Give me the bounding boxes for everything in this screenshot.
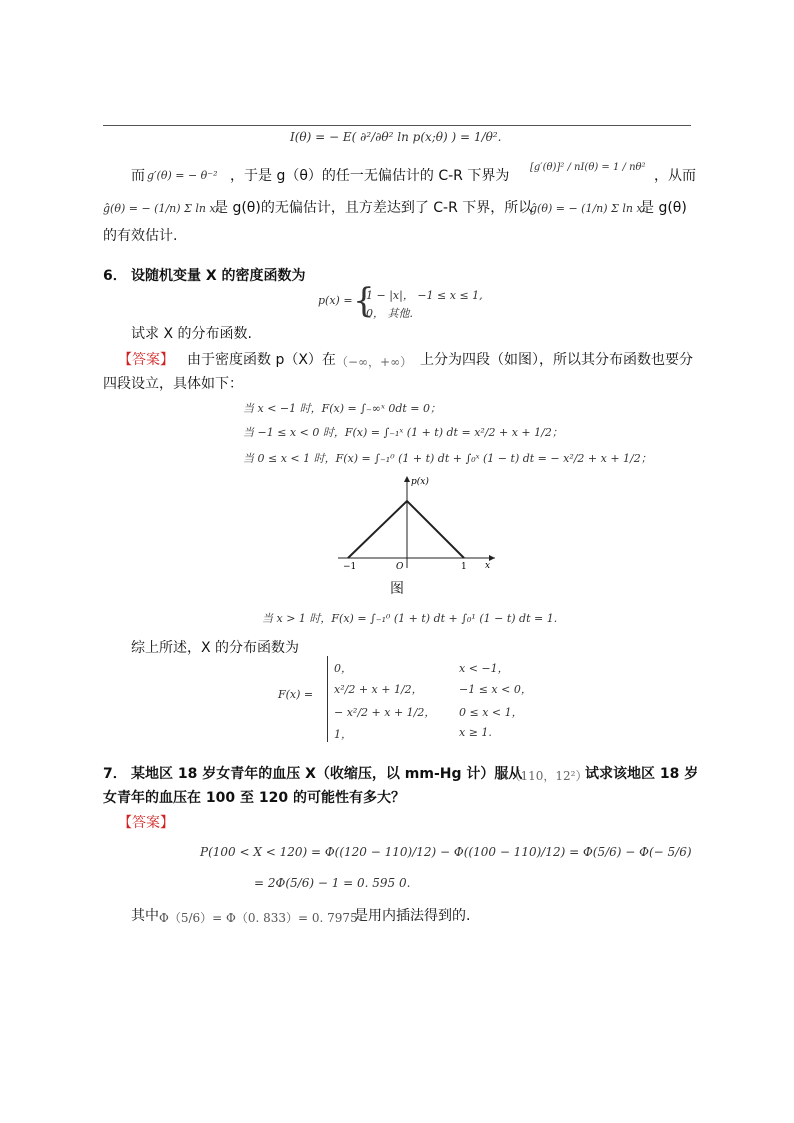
para1-line2-a: 是 g(θ)的无偏估计，且方差达到了 C-R 下界，所以 bbox=[214, 200, 533, 216]
F-case1-cond: x < −1， bbox=[459, 662, 509, 675]
F-case4-cond: x ≥ 1. bbox=[459, 726, 492, 739]
F-case1-expr: 0， bbox=[334, 662, 352, 675]
q7-title-a: 某地区 18 岁女青年的血压 X（收缩压，以 mm-Hg 计）服从 bbox=[131, 766, 523, 782]
F-case2-cond: −1 ≤ x < 0， bbox=[459, 683, 532, 696]
density-curve bbox=[348, 501, 464, 558]
q7-note-b: 是用内插法得到的. bbox=[354, 908, 471, 924]
q6-answer-b: 上分为四段（如图），所以其分布函数也要分 bbox=[420, 352, 693, 368]
x-axis-label: x bbox=[485, 561, 491, 571]
figure-caption: 图 bbox=[390, 581, 404, 597]
F-lhs: F(x) = bbox=[278, 688, 314, 701]
F-case3-cond: 0 ≤ x < 1， bbox=[459, 706, 523, 719]
q7-title-line2: 女青年的血压在 100 至 120 的可能性有多大？ bbox=[103, 790, 405, 806]
q7-eq2: = 2Φ(5/6) − 1 = 0. 595 0. bbox=[254, 876, 411, 890]
y-axis-label: p(x) bbox=[411, 477, 429, 487]
density-figure bbox=[330, 472, 500, 572]
q6-answer-interval: （−∞，+∞） bbox=[336, 355, 413, 369]
para1-line1-b: ，于是 g（θ）的任一无偏估计的 C-R 下界为 bbox=[230, 168, 510, 184]
q6-summary: 综上所述，X 的分布函数为 bbox=[131, 640, 300, 656]
para1-estimator-2: ĝ(θ) = − (1/n) Σ ln xᵢ bbox=[530, 202, 645, 215]
tick-origin: O bbox=[396, 562, 404, 572]
q6-number: 6． bbox=[103, 268, 127, 284]
fisher-info-formula: I(θ) = − E( ∂²/∂θ² ln p(x;θ) ) = 1/θ². bbox=[290, 130, 502, 144]
q6-ask: 试求 X 的分布函数. bbox=[131, 326, 252, 342]
para1-line1-math: g′(θ) = − θ⁻² bbox=[147, 169, 218, 182]
F-case4-expr: 1， bbox=[334, 728, 352, 741]
para1-line1-a: 而 bbox=[131, 168, 145, 184]
q6-answer-line2: 四段设立，具体如下： bbox=[103, 376, 243, 392]
para1-line1-c: ，从而 bbox=[654, 168, 696, 184]
q7-number: 7． bbox=[103, 766, 127, 782]
F-brace bbox=[327, 656, 330, 742]
F-case2-expr: x²/2 + x + 1/2， bbox=[334, 683, 423, 696]
y-axis-arrow-icon bbox=[404, 476, 410, 482]
para1-crlb-fraction: [g′(θ)]² / nI(θ) = 1 / nθ² bbox=[530, 162, 646, 173]
q6-answer-a: 由于密度函数 p（X）在 bbox=[187, 352, 336, 368]
q6-density-case2: 0， 其他. bbox=[366, 307, 413, 320]
q7-answer-tag: 【答案】 bbox=[118, 815, 174, 831]
q6-case1: 当 x < −1 时，F(x) = ∫₋∞ˣ 0dt = 0； bbox=[243, 402, 442, 415]
F-case3-expr: − x²/2 + x + 1/2， bbox=[334, 706, 436, 719]
para1-estimator-1: ĝ(θ) = − (1/n) Σ ln xᵢ bbox=[103, 202, 218, 215]
q6-density-case1: 1 − |x|， −1 ≤ x ≤ 1, bbox=[366, 289, 483, 302]
q7-distribution: N（110，12²） bbox=[498, 769, 588, 783]
q6-case3: 当 0 ≤ x < 1 时，F(x) = ∫₋₁⁰ (1 + t) dt + ∫₀ˣ (1 − t) dt = − x²/2 + x + 1/2； bbox=[243, 452, 652, 465]
q6-density-lhs: p(x) = bbox=[318, 294, 353, 307]
q7-note-a: 其中 bbox=[131, 908, 159, 924]
para1-line3: 的有效估计. bbox=[103, 228, 178, 244]
para1-line2-b: 是 g(θ) bbox=[640, 200, 687, 216]
tick-neg1: −1 bbox=[343, 562, 357, 572]
q7-eq1: P(100 < X < 120) = Φ((120 − 110)/12) − Φ((100 − 110)/12) = Φ(5/6) − Φ(− 5/6) bbox=[200, 845, 692, 859]
q7-title-b: 试求该地区 18 岁 bbox=[585, 766, 699, 782]
q6-case4: 当 x > 1 时，F(x) = ∫₋₁⁰ (1 + t) dt + ∫₀¹ (1 − t) dt = 1. bbox=[262, 612, 558, 625]
tick-1: 1 bbox=[461, 562, 467, 572]
q6-density-brace: { bbox=[353, 281, 375, 321]
header-rule bbox=[103, 125, 691, 126]
q6-answer-tag: 【答案】 bbox=[118, 352, 174, 368]
q7-note-math: Φ（5/6）= Φ（0. 833）= 0. 7975 bbox=[159, 911, 358, 925]
q6-case2: 当 −1 ≤ x < 0 时，F(x) = ∫₋₁ˣ (1 + t) dt = x²/2 + x + 1/2； bbox=[243, 426, 563, 439]
q6-title: 设随机变量 X 的密度函数为 bbox=[131, 268, 306, 284]
